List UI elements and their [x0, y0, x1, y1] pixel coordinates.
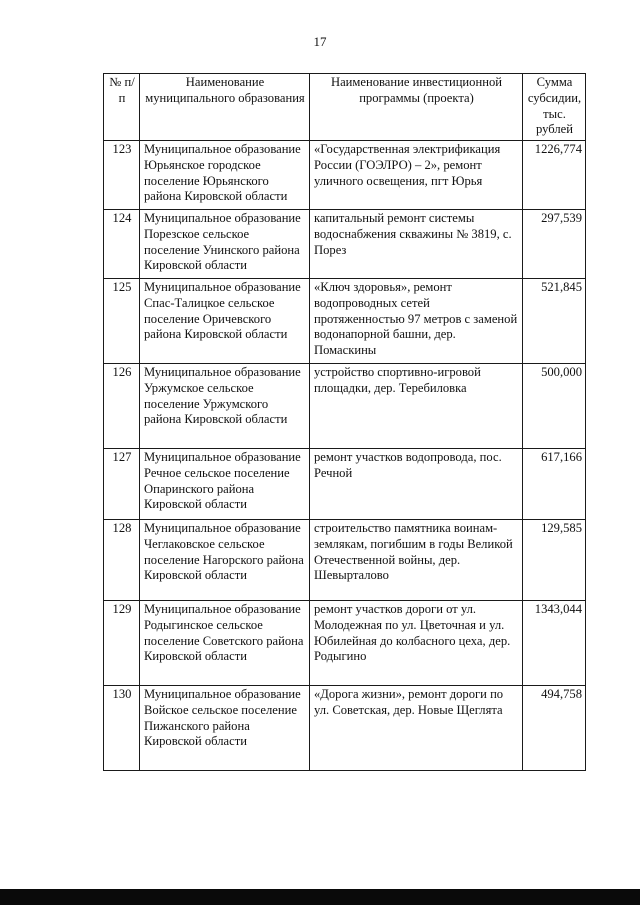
header-row: [104, 74, 586, 141]
row-program: «Государственная электрификация России (ГОЭЛРО) – 2», ремонт уличного освещения, пгт Юрья: [310, 141, 523, 210]
row-program: ремонт участков дороги от ул. Молодежная по ул. Цветочная и ул. Юбилейная до колбасного цеха, дер. Родыгино: [310, 601, 523, 686]
header-sum: Сумма субсидии, тыс. рублей: [523, 74, 586, 141]
table-row: [104, 601, 586, 686]
row-number: 123: [104, 141, 140, 210]
header-municipality: Наименование муниципального образования: [140, 74, 310, 141]
table-row: [104, 141, 586, 210]
table-row: [104, 449, 586, 520]
row-municipality: Муниципальное образование Чеглаковское сельское поселение Нагорского района Кировской области: [140, 520, 310, 601]
row-municipality: Муниципальное образование Спас-Талицкое сельское поселение Оричевского района Кировской области: [140, 279, 310, 364]
row-number: 130: [104, 686, 140, 771]
row-sum: 500,000: [523, 364, 586, 449]
table-row: [104, 210, 586, 279]
subsidy-table: [103, 73, 586, 771]
row-program: строительство памятника воинам-землякам, погибшим в годы Великой Отечественной войны, дер. Шевырталово: [310, 520, 523, 601]
row-number: 127: [104, 449, 140, 520]
table-row: [104, 279, 586, 364]
row-sum: 494,758: [523, 686, 586, 771]
row-municipality: Муниципальное образование Войское сельское поселение Пижанского района Кировской области: [140, 686, 310, 771]
table-row: [104, 520, 586, 601]
table-row: [104, 364, 586, 449]
row-number: 125: [104, 279, 140, 364]
row-sum: 617,166: [523, 449, 586, 520]
row-sum: 521,845: [523, 279, 586, 364]
scan-bottom-bar: [0, 889, 640, 905]
row-number: 128: [104, 520, 140, 601]
row-program: «Ключ здоровья», ремонт водопроводных сетей протяженностью 97 метров с заменой водонапорной башни, дер. Помаскины: [310, 279, 523, 364]
row-number: 129: [104, 601, 140, 686]
row-municipality: Муниципальное образование Родыгинское сельское поселение Советского района Кировской области: [140, 601, 310, 686]
header-number: № п/п: [104, 74, 140, 141]
header-program: Наименование инвестиционной программы (проекта): [310, 74, 523, 141]
row-sum: 1226,774: [523, 141, 586, 210]
row-sum: 297,539: [523, 210, 586, 279]
row-municipality: Муниципальное образование Юрьянское городское поселение Юрьянского района Кировской области: [140, 141, 310, 210]
row-municipality: Муниципальное образование Уржумское сельское поселение Уржумского района Кировской области: [140, 364, 310, 449]
row-municipality: Муниципальное образование Порезское сельское поселение Унинского района Кировской области: [140, 210, 310, 279]
table-body: [104, 141, 586, 771]
row-number: 124: [104, 210, 140, 279]
table-row: [104, 686, 586, 771]
row-program: «Дорога жизни», ремонт дороги по ул. Советская, дер. Новые Щеглята: [310, 686, 523, 771]
page-number: 17: [313, 34, 327, 49]
row-program: устройство спортивно-игровой площадки, дер. Теребиловка: [310, 364, 523, 449]
row-municipality: Муниципальное образование Речное сельское поселение Опаринского района Кировской области: [140, 449, 310, 520]
row-number: 126: [104, 364, 140, 449]
row-sum: 1343,044: [523, 601, 586, 686]
row-program: ремонт участков водопровода, пос. Речной: [310, 449, 523, 520]
table-header: [104, 74, 586, 141]
row-program: капитальный ремонт системы водоснабжения скважины № 3819, с. Порез: [310, 210, 523, 279]
row-sum: 129,585: [523, 520, 586, 601]
